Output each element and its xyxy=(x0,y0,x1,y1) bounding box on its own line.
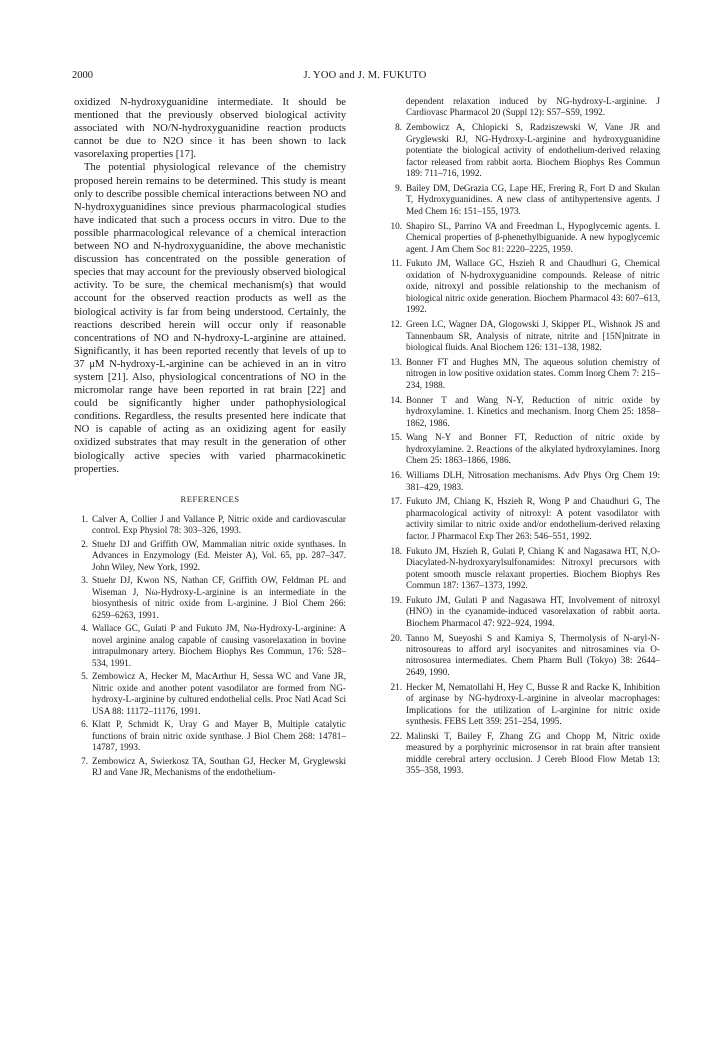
reference-item xyxy=(388,496,660,542)
reference-item xyxy=(74,719,346,753)
page-header xyxy=(72,70,658,84)
reference-text: Zembowicz A, Swierkosz TA, Southan GJ, Hecker M, Gryglewski RJ and Vane JR, Mechanisms of the endothelium- xyxy=(92,755,346,778)
reference-number: 12. xyxy=(390,319,402,330)
reference-number: 17. xyxy=(390,496,402,507)
reference-number: 22. xyxy=(390,730,402,741)
reference-text: Fukuto JM, Chiang K, Hszieh R, Wong P and Chaudhuri G, The pharmacological activity of nitroxyl: A potent vasodilator with activity similar to nitric oxide and/or endothelium-derived relaxing factor. J Pharmacol Exp Ther 263: 546–551, 1992. xyxy=(406,496,660,541)
reference-text: Stuehr DJ, Kwon NS, Nathan CF, Griffith OW, Feldman PL and Wiseman J, Nω-Hydroxy-L-arginine is an intermediate in the biosynthesis of nitric oxide from L-arginine. J Biol Chem 266: 6259–6263, 1991. xyxy=(92,575,346,620)
reference-item xyxy=(388,470,660,493)
reference-item xyxy=(388,96,660,119)
reference-number: 14. xyxy=(390,394,402,405)
reference-list-right xyxy=(388,96,660,777)
reference-text: Fukuto JM, Wallace GC, Hszieh R and Chaudhuri G, Chemical oxidation of N-hydroxyguanidine compounds. Release of nitric oxide, nitroxyl and possible relationship to the mechanism of biological nitric oxide generation. Biochem Pharmacol 43: 607–613, 1992. xyxy=(406,258,660,315)
reference-number: 11. xyxy=(390,258,402,269)
reference-text: Wang N-Y and Bonner FT, Reduction of nitric oxide by hydroxylamine. 2. Reactions of the alkylated hydroxylamines. Inorg Chem 25: 1863–1866, 1986. xyxy=(406,432,660,466)
reference-item xyxy=(74,671,346,717)
reference-number: 19. xyxy=(390,594,402,605)
reference-number: 16. xyxy=(390,470,402,481)
reference-number: 9. xyxy=(395,182,402,193)
right-column xyxy=(388,96,660,780)
reference-list-left xyxy=(74,514,346,779)
reference-text: Bonner FT and Hughes MN, The aqueous solution chemistry of nitrogen in low positive oxidation states. Comm Inorg Chem 7: 215–234, 1988. xyxy=(406,356,660,390)
reference-text: Bailey DM, DeGrazia CG, Lape HE, Frering R, Fort D and Skulan T, Hydroxyguanidines. A new class of antihypertensive agents. J Med Chem 16: 151–155, 1973. xyxy=(406,182,660,216)
reference-number: 21. xyxy=(390,681,402,692)
reference-number: 15. xyxy=(390,432,402,443)
reference-text: Wallace GC, Gulati P and Fukuto JM, Nω-Hydroxy-L-arginine: A novel arginine analog capable of causing vasorelaxation in bovine intrapulmonary artery. Biochem Biophys Res Commun, 176: 528–534, 1991. xyxy=(92,623,346,668)
reference-text: Calver A, Collier J and Vallance P, Nitric oxide and cardiovascular control. Exp Physiol 78: 303–326, 1993. xyxy=(92,513,346,536)
reference-number: 13. xyxy=(390,356,402,367)
reference-item xyxy=(388,395,660,429)
reference-number: 20. xyxy=(390,632,402,643)
reference-text: Klatt P, Schmidt K, Uray G and Mayer B, Multiple catalytic functions of brain nitric oxide synthase. J Biol Chem 268: 14781–14787, 1993. xyxy=(92,719,346,753)
reference-number: 1. xyxy=(81,513,88,524)
reference-text: dependent relaxation induced by NG-hydroxy-L-arginine. J Cardiovasc Pharmacol 20 (Suppl 12): S57–S59, 1992. xyxy=(406,96,660,118)
references-heading: REFERENCES xyxy=(180,493,240,504)
body-paragraph: The potential physiological relevance of the chemistry proposed herein remains to be determined. This study is meant only to describe possible chemical interactions between NO and N-hydroxyguanidines since previous pharmacological studies have indicated that such a process occurs in vitro. Due to the possible pharmacological relevance of a chemical interaction between NO and N-hydroxyguanidine, the above mechanistic discussion has concentrated on the possible generation of species that may account for the previously observed biological activity. To be sure, the chemical mechanism(s) that would account for the observed reaction products as well as the biological activity is far from being understood. Certainly, the reactions described herein will occur only if reasonable concentrations of NO and N-hydroxy-L-arginine are attained. Significantly, it has been reported recently that levels of up to 37 μM N-hydroxy-L-arginine can be achieved in an in vitro system [21]. Also, physiological concentrations of NO in the micromolar range have been reported in rat brain [22] and could be significantly higher under pathophysiological conditions. Regardless, the results presented here indicate that NO is capable of acting as an oxidizing agent for easily oxidized substrates that may result in the generation of other biologically active species with varied pharmacokinetic properties. xyxy=(74,162,346,475)
reference-item xyxy=(388,546,660,592)
reference-number: 5. xyxy=(81,671,88,682)
reference-text: Fukuto JM, Hszieh R, Gulati P, Chiang K and Nagasawa HT, N,O-Diacylated-N-hydroxyarylsulfonamides: Nitroxyl precursors with potent smooth muscle relaxant properties. Biochem Biophys Res Commun 187: 1367–1373, 1992. xyxy=(406,545,660,590)
reference-item xyxy=(388,183,660,217)
reference-text: Fukuto JM, Gulati P and Nagasawa HT, Involvement of nitroxyl (HNO) in the cyanamide-induced vasorelaxation of rabbit aorta. Biochem Pharmacol 47: 922–924, 1994. xyxy=(406,594,660,628)
reference-item xyxy=(388,682,660,728)
reference-text: Zembowicz A, Chlopicki S, Radziszewski W, Vane JR and Gryglewski RJ, NG-Hydroxy-L-arginine and hydroxyguanidine potentiate the biological activity of endothelium-derived relaxing factor released from rabbit aorta. Biochem Biophys Res Commun 189: 711–716, 1992. xyxy=(406,122,660,179)
reference-number: 3. xyxy=(81,575,88,586)
running-title: J. YOO and J. M. FUKUTO xyxy=(303,70,427,81)
reference-item xyxy=(388,731,660,777)
reference-item xyxy=(388,595,660,629)
reference-text: Stuehr DJ and Griffith OW, Mammalian nitric oxide synthases. In Advances in Enzymology (Ed. Meister A), Vol. 65, pp. 287–347. John Wiley, New York, 1992. xyxy=(92,538,346,572)
body-paragraph: oxidized N-hydroxyguanidine intermediate. It should be mentioned that the previously observed biological activity associated with NO/N-hydroxyguanidine reaction products cannot be due to N2O since it has been shown to lack vasorelaxing properties [17]. xyxy=(74,97,346,161)
reference-item xyxy=(74,623,346,669)
reference-number: 8. xyxy=(395,122,402,133)
reference-text: Malinski T, Bailey F, Zhang ZG and Chopp M, Nitric oxide measured by a porphyrinic microsensor in rat brain after transient middle cerebral artery occlusion. J Cereb Blood Flow Metab 13: 355–358, 1993. xyxy=(406,730,660,776)
reference-item xyxy=(74,756,346,779)
reference-number: 4. xyxy=(81,623,88,634)
reference-item xyxy=(74,514,346,537)
reference-number: 2. xyxy=(81,538,88,549)
left-column xyxy=(74,96,346,781)
reference-text: Green LC, Wagner DA, Glogowski J, Skipper PL, Wishnok JS and Tannenbaum SR, Analysis of nitrate, nitrite and [15N]nitrate in biological fluids. Anal Biochem 126: 131–138, 1982. xyxy=(406,319,660,353)
reference-text: Tanno M, Sueyoshi S and Kamiya S, Thermolysis of N-aryl-N-nitrosoureas to afford aryl isocyanites and nitrosamines via O-nitrososurea intermediates. Chem Pharm Bull (Tokyo) 38: 2644–2649, 1990. xyxy=(406,632,660,677)
reference-text: Williams DLH, Nitrosation mechanisms. Adv Phys Org Chem 19: 381–429, 1983. xyxy=(406,470,660,492)
reference-item xyxy=(388,122,660,179)
reference-number: 18. xyxy=(390,545,402,556)
reference-item xyxy=(388,357,660,391)
reference-number: 7. xyxy=(81,755,88,766)
reference-item xyxy=(74,575,346,621)
reference-item xyxy=(388,221,660,255)
page-number: 2000 xyxy=(72,70,93,81)
reference-text: Hecker M, Nematollahi H, Hey C, Busse R and Racke K, Inhibition of arginase by NG-hydroxy-L-arginine in alveolar macrophages: Implications for the utilization of L-arginine for nitric oxide synthesis. FEBS Lett 359: 251–254, 1995. xyxy=(406,681,660,727)
reference-item xyxy=(388,633,660,679)
reference-item xyxy=(388,319,660,353)
reference-text: Zembowicz A, Hecker M, MacArthur H, Sessa WC and Vane JR, Nitric oxide and another potent vasodilator are formed from NG-hydroxy-L-arginine by cultured endothelial cells. Proc Natl Acad Sci USA 88: 11172–11176, 1991. xyxy=(92,671,346,716)
reference-number: 6. xyxy=(81,719,88,730)
reference-item xyxy=(388,258,660,315)
reference-item xyxy=(74,539,346,573)
reference-number: 10. xyxy=(390,220,402,231)
reference-text: Shapiro SL, Parrino VA and Freedman L, Hypoglycemic agents. I. Chemical properties of β-phenethylbiguanide. A new hypoglycemic agent. J Am Chem Soc 81: 2220–2225, 1959. xyxy=(406,220,660,254)
reference-text: Bonner T and Wang N-Y, Reduction of nitric oxide by hydroxylamine. 1. Kinetics and mechanism. Inorg Chem 25: 1858–1862, 1986. xyxy=(406,394,660,428)
reference-item xyxy=(388,432,660,466)
